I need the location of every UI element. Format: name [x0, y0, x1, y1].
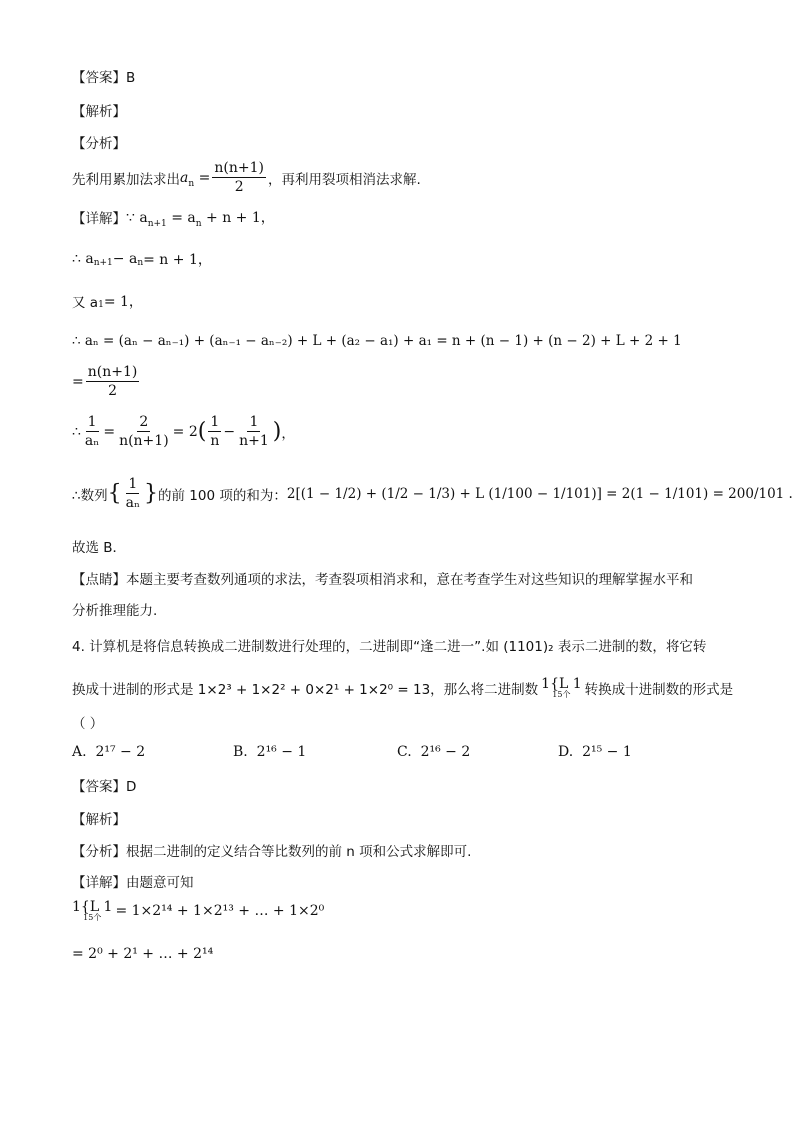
- q3-conclusion: 故选 B．: [72, 540, 127, 556]
- q3-line2: ∴ a n+1 − a n = n + 1，: [72, 251, 212, 268]
- q4-options: [72, 744, 722, 764]
- analysis-prefix: 先利用累加法求出: [72, 171, 180, 188]
- q4-jiexi-heading: 【解析】: [72, 812, 126, 828]
- q4-eq2: = 2⁰ + 2¹ + … + 2¹⁴: [72, 946, 214, 962]
- q3-fenxi-heading: 【分析】: [72, 136, 126, 152]
- option-d[interactable]: D. 2¹⁵ − 1: [558, 744, 632, 760]
- line5-fraction: $\frac{n(n+1)}{2}$: [87, 364, 138, 400]
- q3-line7-sum: ∴数列 { $\frac{1}{\text{aₙ}}$ } 的前 100 项的和为： 2[(1 − 1/2) + (1/2 − 1/3) + L (1/100 − 1/101)] = 2(1 − 1/101) = 200/101 .: [72, 476, 793, 512]
- binary-ones-notation-2: 1{L 1 15个: [72, 899, 113, 922]
- q4-stem-line1: 4. 计算机是将信息转换成二进制数进行处理的，二进制即“逢二进一”.如 (1101)₂ 表示二进制的数，将它转: [72, 639, 707, 655]
- q4-fenxi: 【分析】根据二进制的定义结合等比数列的前 n 项和公式求解即可.: [72, 844, 472, 860]
- detail-eq1: ∵ $a_{n+1} = a_n + n + 1$，: [126, 210, 275, 229]
- analysis-an: $a_n$ =: [180, 169, 211, 189]
- q4-answer: 【答案】D: [72, 779, 137, 795]
- q3-line5: = $\frac{n(n+1)}{2}$: [72, 364, 138, 400]
- q3-detail-line1: [72, 207, 275, 227]
- option-a[interactable]: A. 2¹⁷ − 2: [72, 744, 146, 760]
- q3-dianjing-cont: 分析推理能力.: [72, 603, 158, 619]
- q3-jiexi-heading: 【解析】: [72, 104, 126, 120]
- q3-line4-telescoping: ∴ aₙ = (aₙ − aₙ₋₁) + (aₙ₋₁ − aₙ₋₂) + L + (a₂ − a₁) + a₁ = n + (n − 1) + (n − 2) + L + 2 + 1: [72, 333, 682, 349]
- q3-dianjing: 【点睛】本题主要考查数列通项的求法，考查裂项相消求和，意在考查学生对这些知识的理解掌握水平和: [72, 572, 693, 588]
- q3-answer: 【答案】B: [72, 70, 136, 86]
- q3-line3: 又 a 1 = 1，: [72, 294, 143, 311]
- q3-analysis-line: [72, 160, 421, 195]
- option-b[interactable]: B. 2¹⁶ − 1: [233, 744, 307, 760]
- q4-detail-heading: 【详解】由题意可知: [72, 875, 194, 891]
- q4-stem-line2: 换成十进制的形式是 1×2³ + 1×2² + 0×2¹ + 1×2⁰ = 13，那么将二进制数 1{L 1 15个 转换成十进制数的形式是: [72, 676, 734, 699]
- option-c[interactable]: C. 2¹⁶ − 2: [397, 744, 471, 760]
- detail-label: 【详解】: [72, 211, 126, 227]
- analysis-suffix: ，再利用裂项相消法求解.: [267, 171, 421, 188]
- binary-ones-notation: 1{L 1 15个: [541, 676, 582, 699]
- sum-expression: 2[(1 − 1/2) + (1/2 − 1/3) + L (1/100 − 1/101)] = 2(1 − 1/101) = 200/101 .: [286, 485, 793, 502]
- q4-eq1: 1{L 1 15个 = 1×2¹⁴ + 1×2¹³ + … + 1×2⁰: [72, 899, 325, 922]
- analysis-fraction: $\frac{n(n+1)}{2}$: [214, 160, 264, 196]
- q3-line6: ∴ $\frac{1}{\text{aₙ}}$ = $\frac{2}{n(n+1)}$ = 2 ( $\frac{1}{n}$ − $\frac{1}{n+1}$ ) ，: [72, 414, 295, 450]
- q4-stem-line3: （ ）: [72, 716, 104, 732]
